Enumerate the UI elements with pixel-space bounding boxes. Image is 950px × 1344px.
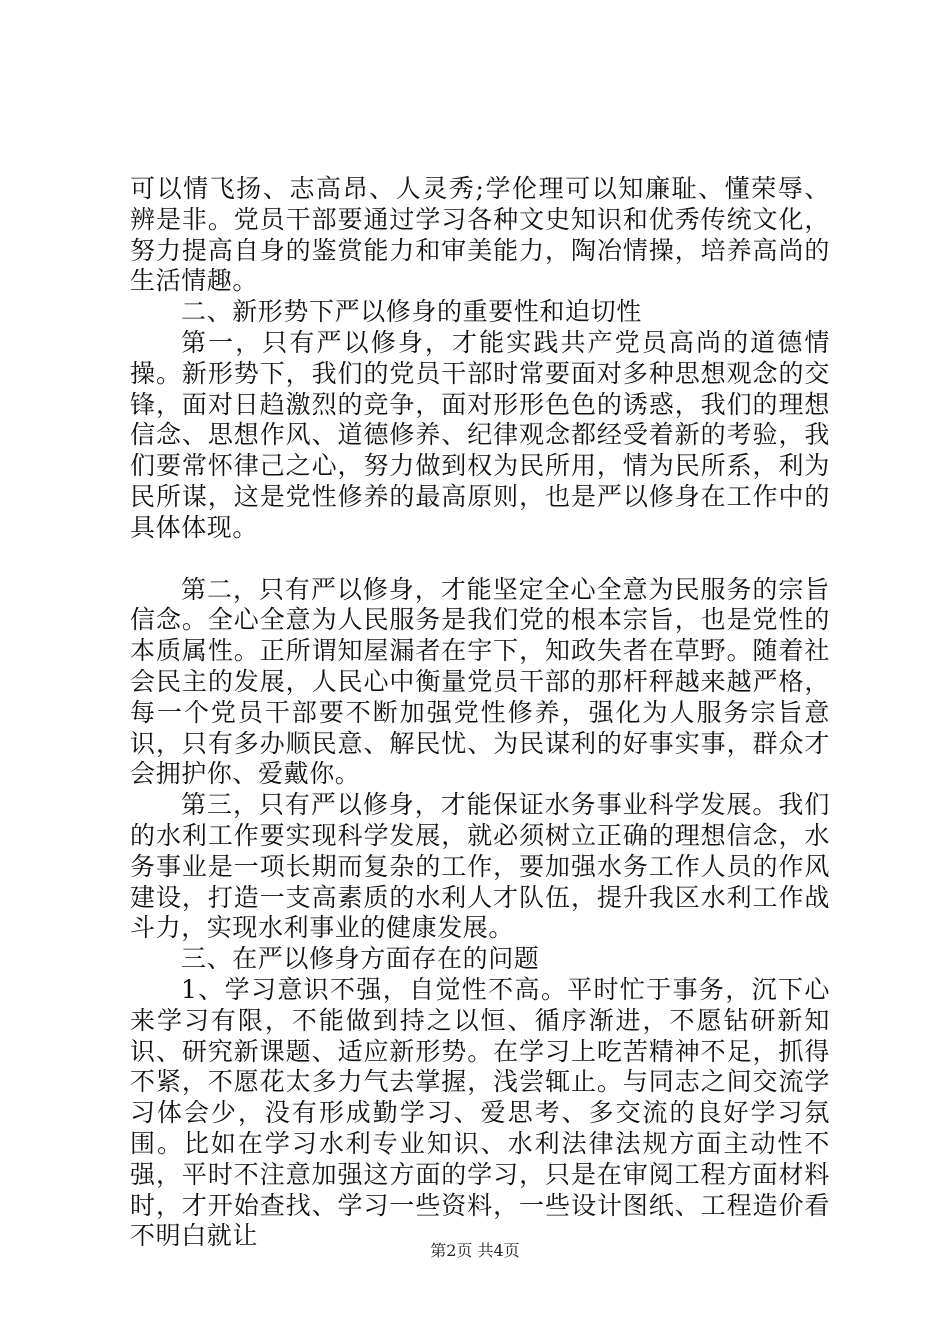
section-heading-2: 二、新形势下严以修身的重要性和迫切性	[181, 297, 642, 327]
paragraph-first: 第一，只有严以修身，才能实践共产党员高尚的道德情操。新形势下，我们的党员干部时常要面对多种思想观念的交锋，面对日趋激烈的竞争，面对形形色色的诱惑，我们的理想信念、思想作风、道德修养、纪律观念都经受着新的考验，我们要常怀律己之心，努力做到权为民所用，情为民所系，利为民所谋，这是党性修养的最高原则，也是严以修身在工作中的具体体现。	[130, 327, 830, 542]
paragraph-spacer	[130, 544, 830, 575]
document-body	[130, 174, 830, 1252]
paragraph-second: 第二，只有严以修身，才能坚定全心全意为民服务的宗旨信念。全心全意为人民服务是我们党的根本宗旨，也是党性的本质属性。正所谓知屋漏者在宇下，知政失者在草野。随着社会民主的发展，人民心中衡量党员干部的那杆秤越来越严格，每一个党员干部要不断加强党性修养，强化为人服务宗旨意识，只有多办顺民意、解民忧、为民谋利的好事实事，群众才会拥护你、爱戴你。	[130, 574, 830, 789]
section-heading-3: 三、在严以修身方面存在的问题	[181, 944, 540, 974]
page-number-footer: 第2页 共4页	[430, 1241, 520, 1260]
paragraph-issue-1: 1、学习意识不强，自觉性不高。平时忙于事务，沉下心来学习有限，不能做到持之以恒、循序渐进，不愿钻研新知识、研究新课题、适应新形势。在学习上吃苦精神不足，抓得不紧，不愿花太多力气去掌握，浅尝辄止。与同志之间交流学习体会少，没有形成勤学习、爱思考、多交流的良好学习氛围。比如在学习水利专业知识、水利法律法规方面主动性不强，平时不注意加强这方面的学习，只是在审阅工程方面材料时，才开始查找、学习一些资料，一些设计图纸、工程造价看不明白就让	[130, 974, 830, 1251]
paragraph-third: 第三，只有严以修身，才能保证水务事业科学发展。我们的水利工作要实现科学发展，就必须树立正确的理想信念，水务事业是一项长期而复杂的工作，要加强水务工作人员的作风建设，打造一支高素质的水利人才队伍，提升我区水利工作战斗力，实现水利事业的健康发展。	[130, 790, 830, 943]
paragraph-continuation: 可以情飞扬、志高昂、人灵秀;学伦理可以知廉耻、懂荣辱、辨是非。党员干部要通过学习各种文史知识和优秀传统文化，努力提高自身的鉴赏能力和审美能力，陶冶情操，培养高尚的生活情趣。	[130, 174, 830, 296]
